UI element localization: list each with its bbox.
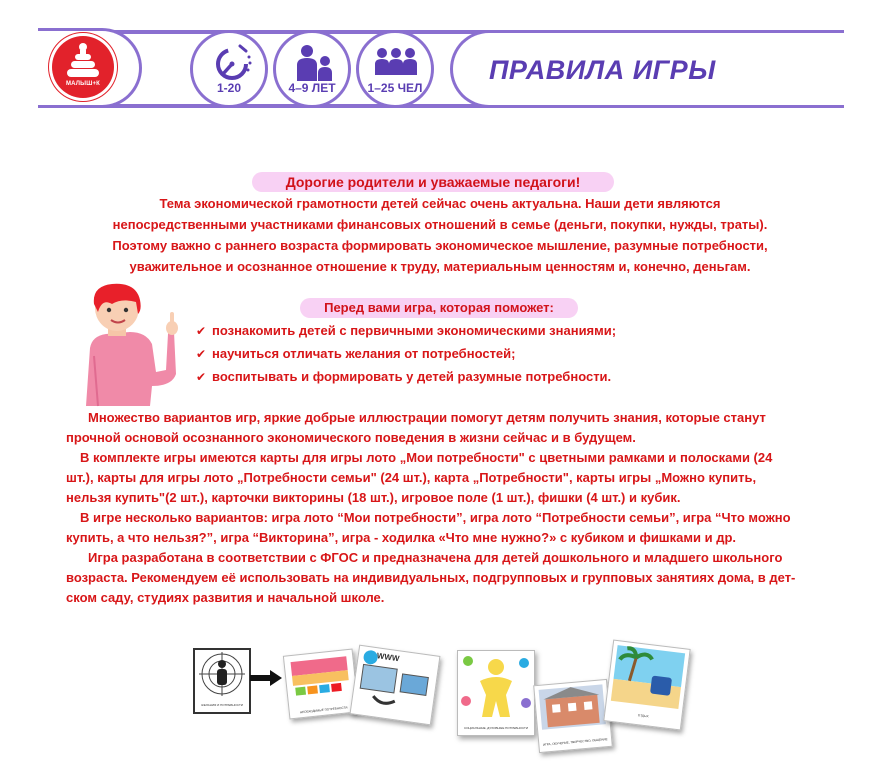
- goal-text: воспитывать и формировать у детей разумные потребности.: [212, 369, 612, 384]
- goal-item: [196, 346, 515, 361]
- intro-line: уважительное и осознанное отношение к труду, материальным ценностям и, конечно, деньгам.: [129, 259, 751, 274]
- body-line: В игре несколько вариантов: игра лото “Мои потребности”, игра лото “Потребности семьи”, игра “Что можно: [80, 510, 791, 525]
- check-icon: ✔: [196, 324, 207, 338]
- arrow-right-icon: [248, 668, 284, 688]
- card-caption: ИГРА, ОБУЧЕНИЕ, ТВОРЧЕСТВО, ОБЩЕНИЕ: [542, 737, 608, 747]
- page-title: ПРАВИЛА ИГРЫ: [489, 55, 716, 85]
- goal-item: [196, 369, 611, 384]
- card-basic-needs: [283, 649, 359, 720]
- intro-heading: Дорогие родители и уважаемые педагоги!: [252, 172, 614, 192]
- intro-line: Поэтому важно с раннего возраста формировать экономическое мышление, разумные потребности,: [112, 238, 768, 253]
- body-line: купить, а что нельзя?”, игра “Викторина”, игра - ходилка «Что мне нужно?» с кубиком и фишками и др.: [66, 530, 737, 545]
- logo-text: МАЛЫШ+К: [65, 81, 101, 87]
- brand-logo: [52, 36, 114, 98]
- badge-label: 1–25 ЧЕЛ: [367, 81, 423, 95]
- www-label: WWW: [376, 651, 400, 664]
- goal-text: познакомить детей с первичными экономическими знаниями;: [212, 323, 617, 338]
- pyramid-toy-icon: [52, 36, 114, 98]
- card-quiz: [350, 645, 441, 726]
- body-line: В комплекте игры имеются карты для игры лото „Мои потребности" с цветными рамками и полосками (24: [80, 450, 773, 465]
- badge-players-count: [190, 30, 268, 108]
- card-rest: [603, 640, 690, 731]
- school-building-illustration: [534, 680, 610, 738]
- card-caption: НЕОБХОДИМЫЕ ПОТРЕБНОСТИ: [299, 705, 348, 715]
- body-line: Множество вариантов игр, яркие добрые иллюстрации помогут детям получить знания, которые станут: [88, 410, 766, 425]
- body-line: нельзя купить"(2 шт.), карточки викторины (18 шт.), игровое поле (1 шт.), фишки (4 шт.) и кубик.: [66, 490, 681, 505]
- badge-people: [356, 30, 434, 108]
- goal-text: научиться отличать желания от потребностей;: [212, 346, 516, 361]
- check-icon: ✔: [196, 347, 207, 361]
- card-caption: СОЦИАЛЬНЫЕ, ДУХОВНЫЕ ПОТРЕБНОСТИ: [463, 726, 529, 730]
- cake-illustration: [284, 650, 357, 707]
- target-person-icon: [195, 650, 249, 698]
- goal-item: [196, 323, 616, 338]
- yellow-figure-illustration: [458, 651, 534, 721]
- badge-label: 4–9 ЛЕТ: [288, 81, 336, 95]
- card-needs-target: [193, 648, 251, 714]
- badge-age: [273, 30, 351, 108]
- body-line: ском саду, студиях развития и начальной школе.: [66, 590, 385, 605]
- badge-label: 1-20: [216, 81, 242, 95]
- beach-illustration: [606, 641, 689, 714]
- body-line: Игра разработана в соответствии с ФГОС и предназначена для детей дошкольного и младшего школьного: [88, 550, 783, 565]
- goals-heading: Перед вами игра, которая поможет:: [300, 298, 578, 318]
- body-line: прочной основой осознанного экономического поведения в жизни сейчас и в будущем.: [66, 430, 636, 445]
- rules-title-pill: [450, 30, 844, 108]
- family-icon: [293, 43, 337, 83]
- card-caption: ЖЕЛАНИЯ И ПОТРЕБНОСТИ: [201, 703, 243, 707]
- intro-line: непосредственными участниками финансовых отношений в семье (деньги, покупки, нужды, траты).: [112, 217, 768, 232]
- body-line: возраста. Рекомендуем её использовать на индивидуальных, подгрупповых и групповых занятиях дома, в дет-: [66, 570, 796, 585]
- intro-line: Тема экономической грамотности детей сейчас очень актуальна. Наши дети являются: [159, 196, 721, 211]
- card-caption: ОТДЫХ: [637, 713, 649, 719]
- group-icon: [374, 43, 418, 83]
- card-creativity: [533, 679, 613, 753]
- boy-pointing-illustration: [72, 282, 192, 407]
- card-social-needs: [457, 650, 535, 736]
- check-icon: ✔: [196, 370, 207, 384]
- body-line: шт.), карты для игры лото „Потребности семьи" (24 шт.), карта „Потребности", карты игры „Можно купить,: [66, 470, 757, 485]
- timer-icon: [210, 43, 254, 83]
